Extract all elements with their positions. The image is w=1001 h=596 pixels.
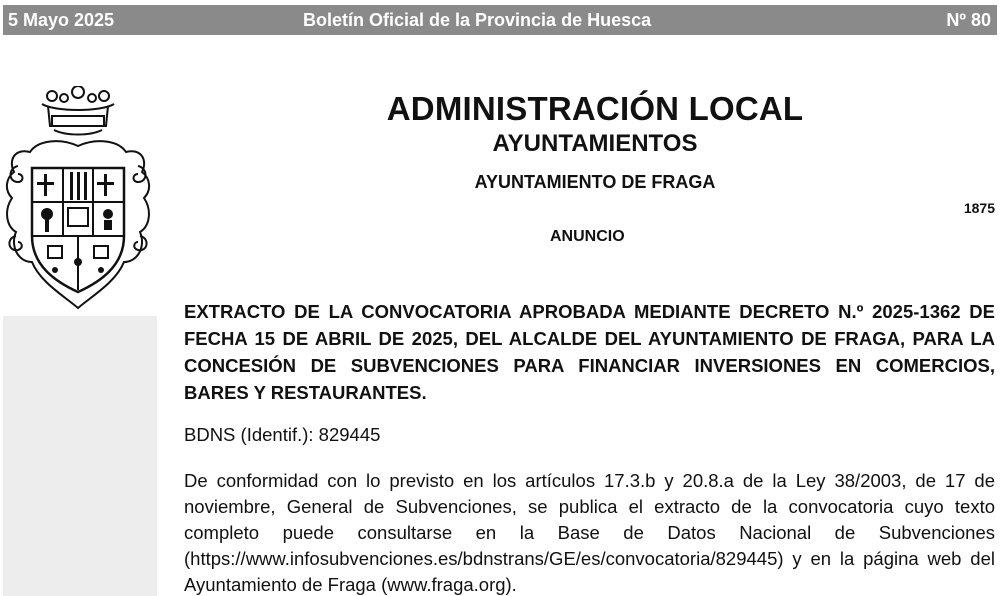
issue-date: 5 Mayo 2025 (8, 10, 115, 30)
bulletin-header-bar (3, 5, 997, 35)
issuing-entity: AYUNTAMIENTO DE FRAGA (474, 172, 716, 192)
body-paragraph: De conformidad con lo previsto en los artículos 17.3.b y 20.8.a de la Ley 38/2003, de 17 de noviembre, General de Subvenciones, se publica el extracto de la convocatoria cuyo texto completo puede consultarse en la Base de Datos Nacional de Subvenciones (https://www.infosubvenciones.es/bdnstrans/GE/es/convocatoria/829445) y en la página web del Ayuntamiento de Fraga (www.fraga.org). (184, 470, 995, 595)
issue-number: Nº 80 (946, 10, 991, 30)
bdns-identifier: BDNS (Identif.): 829445 (184, 424, 381, 445)
section-subtitle: AYUNTAMIENTOS (492, 130, 698, 157)
coat-of-arms-icon (0, 86, 157, 312)
announcement-reference-number: 1875 (963, 200, 995, 216)
extract-heading: EXTRACTO DE LA CONVOCATORIA APROBADA MEDIANTE DECRETO N.º 2025-1362 DE FECHA 15 DE ABRIL DE 2025, DEL ALCALDE DEL AYUNTAMIENTO DE FRAGA, PARA LA CONCESIÓN DE SUBVENCIONES PARA FINANCIAR INVERSIONES EN COMERCIOS, BARES Y RESTAURANTES. (184, 301, 995, 403)
publication-title: Boletín Oficial de la Provincia de Huesca (303, 10, 652, 30)
side-margin-panel (3, 316, 157, 596)
notice-type-label: ANUNCIO (550, 228, 625, 245)
section-title: ADMINISTRACIÓN LOCAL (386, 90, 804, 127)
